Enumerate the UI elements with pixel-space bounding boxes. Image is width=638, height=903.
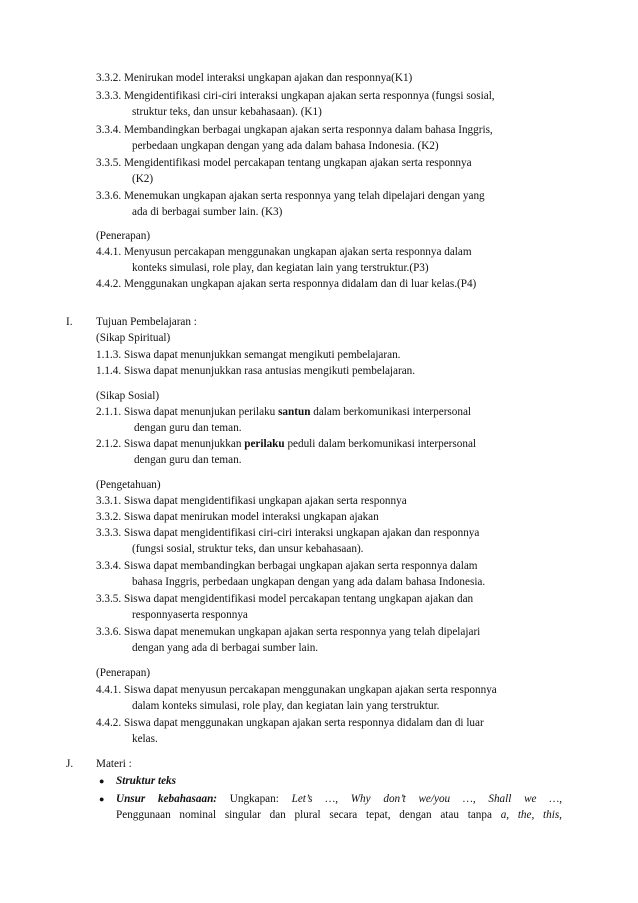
sosial-item-2-post: peduli dalam berkomunikasi interpersonal (284, 438, 477, 450)
indicator-p4: 4.4.2. Menggunakan ungkapan ajakan serta responnya didalam dan di luar kelas.(P4) (96, 278, 477, 290)
pengetahuan-item-1: 3.3.1. Siswa dapat mengidentifikasi ungkapan ajakan serta responnya (96, 495, 407, 507)
sosial-item-2-bold: perilaku (244, 438, 285, 450)
materi-item-unsur-kebahasaan (116, 792, 562, 806)
sosial-heading: (Sikap Sosial) (96, 390, 160, 402)
indicator-k2b-line2: (K2) (132, 173, 154, 185)
penggunaan-nominal-text: Penggunaan nominal singular dan plural secara tepat, dengan atau tanpa (116, 809, 501, 821)
spiritual-item-2: 1.1.4. Siswa dapat menunjukkan rasa antusias mengikuti pembelajaran. (96, 365, 416, 377)
indicator-k3-line2: ada di berbagai sumber lain. (K3) (132, 206, 283, 218)
sosial-item-2-line2: dengan guru dan teman. (134, 454, 242, 466)
sosial-item-1-post: dalam berkomunikasi interpersonal (310, 406, 472, 418)
pengetahuan-item-4-line1: 3.3.4. Siswa dapat membandingkan berbagai ungkapan ajakan serta responnya dalam (96, 560, 478, 572)
indicator-k1b-line2: struktur teks, dan unsur kebahasaan). (K1) (132, 106, 322, 118)
materi-item-struktur-teks: Struktur teks (116, 775, 177, 787)
spiritual-item-1: 1.1.3. Siswa dapat menunjukkan semangat mengikuti pembelajaran. (96, 349, 401, 361)
materi-item-unsur-line2 (116, 808, 562, 822)
indicator-k2b-line1: 3.3.5. Mengidentifikasi model percakapan tentang ungkapan ajakan serta responnya (96, 157, 472, 169)
section-i-marker: I. (66, 316, 73, 328)
indicator-k3-line1: 3.3.6. Menemukan ungkapan ajakan serta responnya yang telah dipelajari dengan yang (96, 190, 485, 202)
penerapan-item-1-line1: 4.4.1. Siswa dapat menyusun percakapan menggunakan ungkapan ajakan serta responnya (96, 684, 497, 696)
sosial-item-1-bold: santun (278, 406, 311, 418)
section-j-marker: J. (66, 758, 74, 770)
indicator-k1: 3.3.2. Menirukan model interaksi ungkapan ajakan dan responnya(K1) (96, 72, 413, 84)
sosial-item-1-pre: 2.1.1. Siswa dapat menunjukan perilaku (96, 406, 279, 418)
sosial-item-2 (96, 437, 476, 451)
sosial-item-1 (96, 405, 471, 419)
section-i-heading: Tujuan Pembelajaran : (96, 316, 197, 328)
penerapan-item-1-line2: dalam konteks simulasi, role play, dan kegiatan lain yang terstruktur. (132, 700, 440, 712)
pengetahuan-item-5-line1: 3.3.5. Siswa dapat mengidentifikasi model percakapan tentang ungkapan ajakan dan (96, 593, 474, 605)
pengetahuan-item-6-line1: 3.3.6. Siswa dapat menemukan ungkapan ajakan serta responnya yang telah dipelajari (96, 626, 481, 638)
indicator-k1b-line1: 3.3.3. Mengidentifikasi ciri-ciri interaksi ungkapan ajakan serta responnya (fungsi sosial, (96, 90, 495, 102)
penerapan-item-2-line2: kelas. (132, 733, 158, 745)
articles-italic: a, the, this, (500, 809, 562, 821)
pengetahuan-item-3-line2: (fungsi sosial, struktur teks, dan unsur kebahasaan). (132, 543, 364, 555)
indicator-p3-line1: 4.4.1. Menyusun percakapan menggunakan ungkapan ajakan serta responnya dalam (96, 246, 472, 258)
bullet-icon: ● (99, 776, 105, 786)
ungkapan-expressions: Let’s …, Why don’t we/you …, Shall we …, (291, 793, 562, 805)
pengetahuan-item-4-line2: bahasa Inggris, perbedaan ungkapan dengan yang ada dalam bahasa Indonesia. (132, 576, 486, 588)
spiritual-heading: (Sikap Spiritual) (96, 332, 171, 344)
penerapan-heading: (Penerapan) (96, 667, 151, 679)
sosial-item-1-line2: dengan guru dan teman. (134, 422, 242, 434)
penerapan-item-2-line1: 4.4.2. Siswa dapat menggunakan ungkapan ajakan serta responnya didalam dan di luar (96, 717, 484, 729)
bullet-icon: ● (99, 794, 105, 804)
indicator-p3-line2: konteks simulasi, role play, dan kegiatan lain yang terstruktur.(P3) (132, 262, 429, 274)
sosial-item-2-pre: 2.1.2. Siswa dapat menunjukkan (96, 438, 245, 450)
indicator-k2a-line1: 3.3.4. Membandingkan berbagai ungkapan ajakan serta responnya dalam bahasa Inggris, (96, 124, 493, 136)
ungkapan-prefix: Ungkapan: (217, 793, 292, 805)
pengetahuan-item-3-line1: 3.3.3. Siswa dapat mengidentifikasi ciri-ciri interaksi ungkapan ajakan dan responnya (96, 527, 480, 539)
indicator-penerapan-heading: (Penerapan) (96, 230, 151, 242)
unsur-kebahasaan-label: Unsur kebahasaan: (116, 793, 218, 805)
section-j-heading: Materi : (96, 758, 132, 770)
indicator-k2a-line2: perbedaan ungkapan dengan yang ada dalam bahasa Indonesia. (K2) (132, 140, 439, 152)
pengetahuan-item-6-line2: dengan yang ada di berbagai sumber lain. (132, 642, 319, 654)
pengetahuan-item-5-line2: responnyaserta responnya (132, 609, 248, 621)
pengetahuan-heading: (Pengetahuan) (96, 479, 161, 491)
pengetahuan-item-2: 3.3.2. Siswa dapat menirukan model interaksi ungkapan ajakan (96, 511, 379, 523)
